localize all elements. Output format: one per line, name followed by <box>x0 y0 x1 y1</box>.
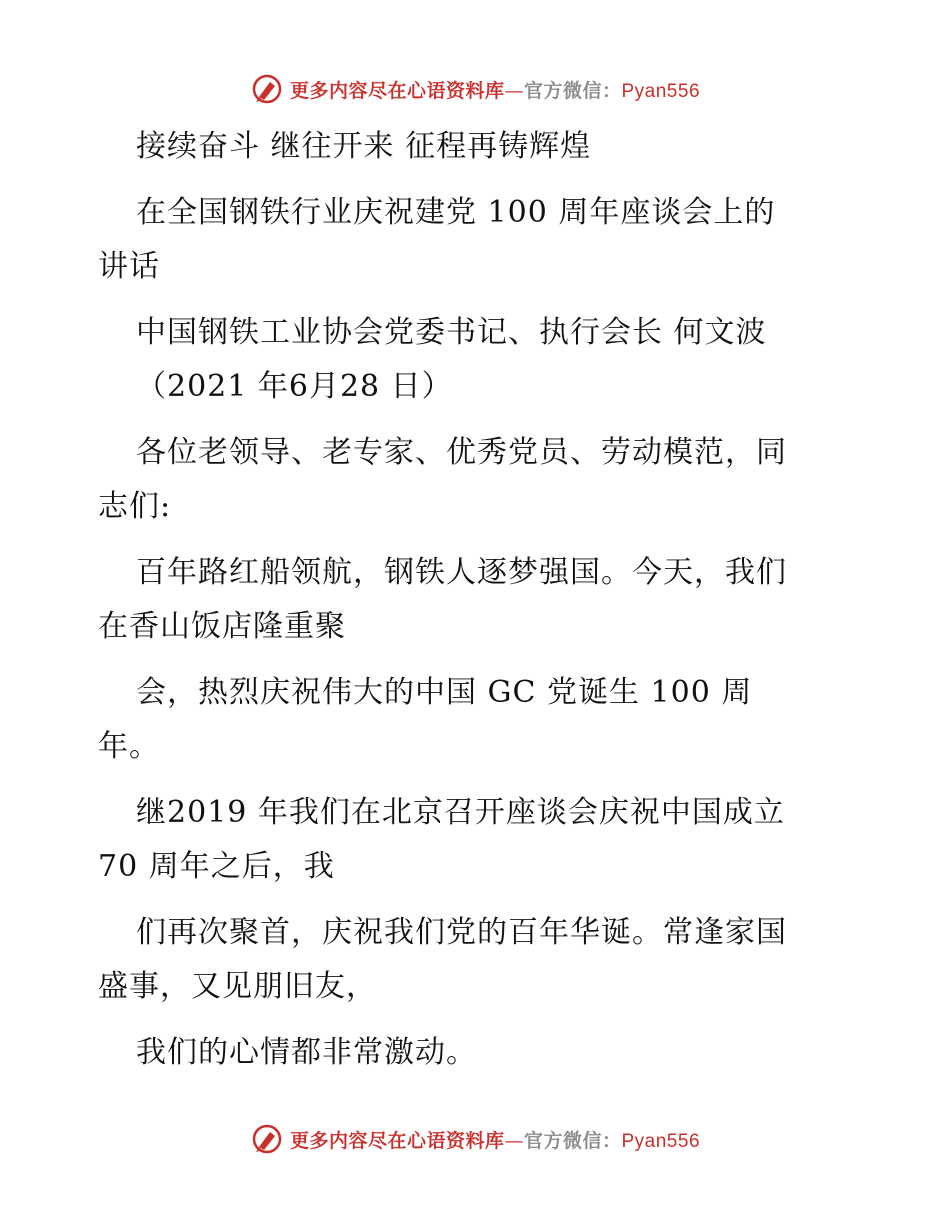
watermark-main: 更多内容尽在心语资料库 <box>289 79 505 102</box>
watermark-banner-bottom <box>0 1122 950 1156</box>
watermark-handle: Pyan556 <box>621 1130 701 1152</box>
paragraph-5-line2: 盛事，又见朋旧友， <box>98 969 377 1004</box>
paragraph-6-line1: 我们的心情都非常激动。 <box>136 1035 477 1070</box>
watermark-handle: Pyan556 <box>621 80 701 102</box>
paragraph-1-line2: 志们: <box>98 489 172 524</box>
watermark-text <box>290 1126 700 1153</box>
pen-logo-icon <box>250 1122 284 1156</box>
document-subtitle-line2: 讲话 <box>98 249 160 284</box>
watermark-dash: — <box>504 1129 524 1152</box>
paragraph-1-line1: 各位老领导、老专家、优秀党员、劳动模范，同 <box>136 435 787 470</box>
paragraph-3-line1: 会，热烈庆祝伟大的中国 GC 党诞生 100 周 <box>136 675 753 710</box>
paragraph-2-line1: 百年路红船领航，钢铁人逐梦强国。今天，我们 <box>136 555 787 590</box>
paragraph-3-line2: 年。 <box>98 729 160 764</box>
document-body <box>98 120 858 1080</box>
watermark-wechat-label: 官方微信： <box>523 79 622 102</box>
paragraph-5-line1: 们再次聚首，庆祝我们党的百年华诞。常逢家国 <box>136 915 787 950</box>
watermark-dash: — <box>504 79 524 102</box>
watermark-banner-top <box>0 72 950 106</box>
document-subtitle-line1: 在全国钢铁行业庆祝建党 100 周年座谈会上的 <box>136 195 776 230</box>
watermark-text <box>290 76 700 103</box>
paragraph-4-line2: 70 周年之后，我 <box>98 849 335 884</box>
document-date: （2021 年6月28 日） <box>136 369 453 404</box>
watermark-wechat-label: 官方微信： <box>523 1129 622 1152</box>
pen-logo-icon <box>250 72 284 106</box>
paragraph-4-line1: 继2019 年我们在北京召开座谈会庆祝中国成立 <box>136 795 785 830</box>
paragraph-2-line2: 在香山饭店隆重聚 <box>98 609 346 644</box>
watermark-main: 更多内容尽在心语资料库 <box>289 1129 505 1152</box>
document-author: 中国钢铁工业协会党委书记、执行会长 何文波 <box>136 315 767 350</box>
document-title: 接续奋斗 继往开来 征程再铸辉煌 <box>136 129 592 164</box>
